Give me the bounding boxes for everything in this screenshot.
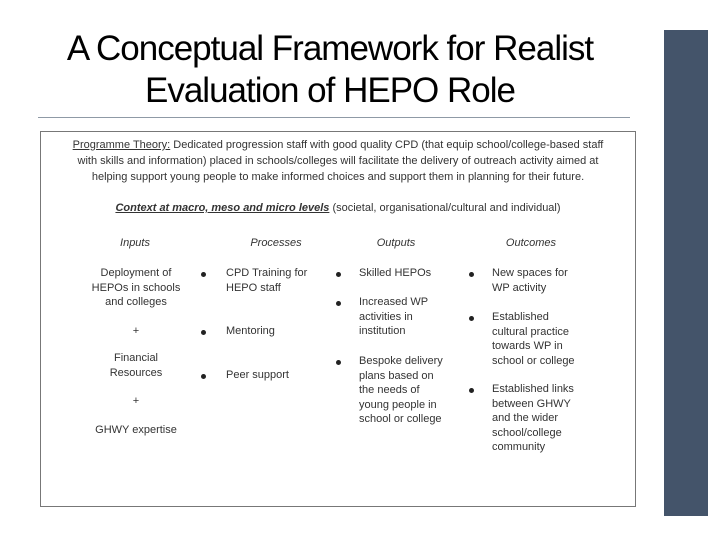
output-bespoke-line-1: Bespoke delivery [359, 355, 443, 367]
outcome-new-spaces-line-2: WP activity [492, 281, 547, 294]
outcome-new-spaces-line-1: New spaces for [492, 267, 568, 279]
outcome-cultural-practice [492, 310, 612, 368]
input-plus-2: + [132, 395, 140, 407]
outcome-established-links [492, 382, 612, 455]
bullet-icon [201, 272, 206, 277]
column-outputs: Outputs [376, 237, 416, 249]
title-divider [38, 117, 630, 118]
process-mentoring: Mentoring [226, 325, 275, 337]
output-increased-wp-line-1: Increased WP [359, 296, 429, 308]
slide-title-line-1: A Conceptual Framework for Realist [66, 29, 594, 68]
context-suffix: (societal, organisational/cultural and individual) [329, 202, 561, 214]
output-skilled-hepos: Skilled HEPOs [359, 267, 432, 279]
output-bespoke-line-4: young people in [359, 398, 437, 411]
column-outcomes: Outcomes [505, 237, 557, 249]
input-plus-1: + [132, 325, 140, 337]
column-processes: Processes [250, 237, 302, 249]
outcome-cultural-line-2: cultural practice [492, 325, 570, 338]
process-cpd-line-2: HEPO staff [226, 281, 281, 294]
bullet-icon [201, 330, 206, 335]
outcome-links-line-1: Established links [492, 383, 574, 395]
bullet-icon [336, 272, 341, 277]
input-deployment-line-1: Deployment of [100, 267, 172, 279]
input-financial-line-1: Financial [113, 352, 159, 364]
context-label: Context at macro, meso and micro levels [115, 202, 330, 214]
outcome-cultural-line-1: Established [492, 311, 549, 323]
output-bespoke-line-5: school or college [359, 413, 442, 425]
slide-title-line-2: Evaluation of HEPO Role [145, 71, 515, 110]
bullet-icon [469, 272, 474, 277]
process-cpd-line-1: CPD Training for [226, 267, 308, 279]
accent-bar [664, 30, 708, 516]
programme-theory-label: Programme Theory: [72, 139, 171, 151]
process-peer-support: Peer support [226, 369, 289, 381]
outcome-links-line-4: school/college [492, 426, 562, 439]
output-increased-wp-line-2: activities in [359, 310, 413, 323]
outcome-links-line-5: community [492, 441, 546, 453]
input-financial-resources [81, 351, 191, 380]
input-financial-line-2: Resources [109, 366, 163, 379]
bullet-icon [336, 301, 341, 306]
slide-title [10, 28, 650, 112]
input-ghwy-expertise: GHWY expertise [95, 424, 177, 436]
outcome-links-line-2: between GHWY [492, 397, 571, 410]
programme-theory-text-2: with skills and information) placed in schools/colleges will facilitate the delivery of outreach activity aimed at [77, 155, 599, 167]
input-deployment-line-2: HEPOs in schools [91, 281, 181, 294]
bullet-icon [469, 316, 474, 321]
output-bespoke-line-3: the needs of [359, 384, 420, 396]
framework-figure [40, 131, 636, 507]
input-deployment [81, 266, 191, 310]
output-increased-wp [359, 295, 469, 339]
input-deployment-line-3: and colleges [105, 296, 167, 308]
outcome-cultural-line-4: school or college [492, 354, 575, 367]
programme-theory [53, 137, 623, 185]
outcome-cultural-line-3: towards WP in [492, 340, 563, 352]
programme-theory-line-1 [53, 137, 623, 153]
bullet-icon [336, 360, 341, 365]
programme-theory-text-1: Dedicated progression staff with good quality CPD (that equip school/college-based staff [170, 139, 604, 151]
outcome-links-line-3: and the wider [492, 412, 559, 424]
output-increased-wp-line-3: institution [359, 325, 406, 337]
programme-theory-text-3: helping support young people to make informed choices and support them in planning for their future. [91, 171, 585, 183]
bullet-icon [201, 374, 206, 379]
outcome-new-spaces [492, 266, 612, 295]
column-inputs: Inputs [120, 237, 150, 249]
output-bespoke-line-2: plans based on [359, 369, 434, 382]
output-bespoke-delivery [359, 354, 469, 427]
process-cpd-training [226, 266, 336, 295]
bullet-icon [469, 388, 474, 393]
context-heading [41, 202, 635, 214]
